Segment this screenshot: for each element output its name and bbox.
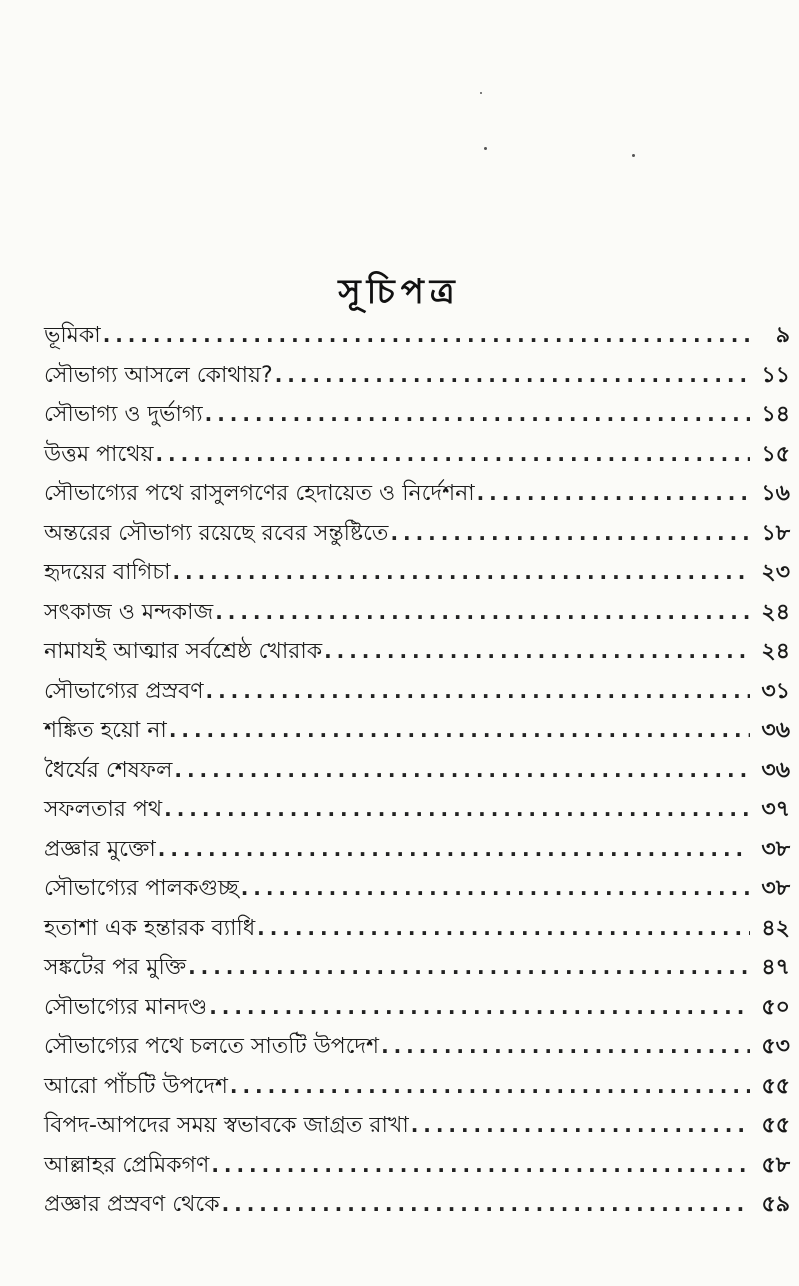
toc-entry[interactable] <box>44 909 790 949</box>
toc-entry[interactable] <box>44 1027 790 1067</box>
toc-entry-title: সঙ্কটের পর মুক্তি <box>44 955 187 980</box>
print-speck <box>480 92 482 94</box>
toc-entry-page-number: ১৬ <box>761 481 790 506</box>
dot-leader <box>209 988 750 1028</box>
toc-entry[interactable] <box>44 593 790 633</box>
toc-entry[interactable] <box>44 553 790 593</box>
toc-entry-title: হৃদয়ের বাগিচা <box>44 560 171 585</box>
dot-leader <box>174 751 750 791</box>
toc-entry-page-number: ৩১ <box>761 678 790 704</box>
toc-entry-title: সৌভাগ্য আসলে কোথায়? <box>44 362 273 388</box>
dot-leader <box>222 1185 750 1225</box>
dot-leader <box>390 514 750 554</box>
toc-entry-title: ধৈর্যের শেষফল <box>44 757 173 783</box>
table-of-contents <box>44 316 790 1225</box>
dot-leader <box>164 790 750 830</box>
toc-entry-page-number: ৫৫ <box>761 1073 790 1099</box>
toc-entry-title: প্রজ্ঞার মুক্তো <box>44 836 156 862</box>
dot-leader <box>169 711 750 751</box>
toc-entry-title: বিপদ-আপদের সময় স্বভাবকে জাগ্রত রাখা <box>44 1113 409 1138</box>
toc-entry[interactable] <box>44 790 790 830</box>
dot-leader <box>381 1027 750 1067</box>
toc-entry-title: ভূমিকা <box>44 323 101 348</box>
toc-entry-title: সৎকাজ ও মন্দকাজ <box>44 599 214 625</box>
toc-entry[interactable] <box>44 435 790 475</box>
dot-leader <box>241 869 750 909</box>
toc-entry-title: সৌভাগ্যের পথে রাসুলগণের হেদায়েত ও নির্দেশনা <box>44 481 475 506</box>
page-title: সূচিপত্র <box>338 271 461 312</box>
toc-entry-title: শঙ্কিত হয়ো না <box>44 718 167 743</box>
dot-leader <box>211 1146 750 1186</box>
toc-entry-page-number: ৩৭ <box>761 797 790 822</box>
toc-entry[interactable] <box>44 474 790 514</box>
dot-leader <box>173 553 751 593</box>
dot-leader <box>206 672 750 712</box>
toc-entry-page-number: ৩৮ <box>761 876 790 901</box>
print-speck <box>632 154 635 157</box>
toc-entry-title: আরো পাঁচটি উপদেশ <box>44 1073 228 1099</box>
toc-entry-page-number: ৫৮ <box>761 1152 790 1178</box>
toc-entry-title: আল্লাহর প্রেমিকগণ <box>44 1152 210 1178</box>
print-speck <box>484 147 487 150</box>
toc-entry-page-number: ১৫ <box>761 441 790 467</box>
toc-entry[interactable] <box>44 632 790 672</box>
toc-entry[interactable] <box>44 672 790 712</box>
dot-leader <box>477 474 750 514</box>
toc-entry[interactable] <box>44 830 790 870</box>
toc-entry-title: সৌভাগ্যের প্রস্রবণ <box>44 678 204 704</box>
dot-leader <box>155 435 750 475</box>
toc-entry-page-number: ৫০ <box>761 994 790 1020</box>
toc-entry[interactable] <box>44 356 790 396</box>
toc-entry[interactable] <box>44 316 790 356</box>
dot-leader <box>230 1067 750 1107</box>
toc-entry-title: সৌভাগ্যের মানদণ্ড <box>44 994 208 1020</box>
toc-entry-title: সফলতার পথ <box>44 797 163 822</box>
dot-leader <box>257 909 750 949</box>
toc-entry-page-number: ৯ <box>775 323 790 348</box>
toc-entry-title: নামাযই আত্মার সর্বশ্রেষ্ঠ খোরাক <box>44 639 323 664</box>
dot-leader <box>275 356 750 396</box>
toc-entry-title: সৌভাগ্যের পালকগুচ্ছ <box>44 876 239 901</box>
toc-entry[interactable] <box>44 948 790 988</box>
toc-entry-page-number: ৫৫ <box>761 1113 790 1138</box>
toc-entry-title: অন্তরের সৌভাগ্য রয়েছে রবের সন্তুষ্টিতে <box>44 520 389 546</box>
toc-entry[interactable] <box>44 395 790 435</box>
dot-leader <box>411 1106 750 1146</box>
toc-entry-page-number: ৪২ <box>761 915 790 941</box>
toc-entry[interactable] <box>44 988 790 1028</box>
toc-entry-page-number: ৩৬ <box>761 718 790 743</box>
toc-entry-title: সৌভাগ্য ও দুর্ভাগ্য <box>44 402 203 427</box>
dot-leader <box>324 632 750 672</box>
toc-entry[interactable] <box>44 1146 790 1186</box>
toc-entry[interactable] <box>44 711 790 751</box>
toc-entry-page-number: ১৮ <box>761 520 790 546</box>
toc-entry-page-number: ২৩ <box>761 560 790 585</box>
toc-entry-page-number: ৪৭ <box>761 955 790 980</box>
toc-entry[interactable] <box>44 751 790 791</box>
dot-leader <box>158 830 750 870</box>
toc-entry-page-number: ২৪ <box>761 599 790 625</box>
toc-entry-page-number: ৫৩ <box>761 1034 790 1059</box>
toc-entry-title: হতাশা এক হন্তারক ব্যাধি <box>44 915 256 941</box>
toc-entry-page-number: ২৪ <box>761 639 790 664</box>
dot-leader <box>103 316 750 356</box>
dot-leader <box>215 593 750 633</box>
toc-entry-title: উত্তম পাথেয় <box>44 441 154 467</box>
toc-entry-page-number: ৫৯ <box>761 1192 790 1217</box>
toc-entry-page-number: ১১ <box>761 362 790 388</box>
toc-entry[interactable] <box>44 869 790 909</box>
dot-leader <box>205 395 750 435</box>
toc-entry-page-number: ৩৬ <box>761 757 790 783</box>
toc-entry-title: প্রজ্ঞার প্রস্রবণ থেকে <box>44 1192 220 1217</box>
toc-entry-page-number: ৩৮ <box>761 836 790 862</box>
dot-leader <box>188 948 750 988</box>
toc-entry[interactable] <box>44 1185 790 1225</box>
toc-entry[interactable] <box>44 1067 790 1107</box>
toc-entry-title: সৌভাগ্যের পথে চলতে সাতটি উপদেশ <box>44 1034 380 1059</box>
toc-entry[interactable] <box>44 514 790 554</box>
toc-entry-page-number: ১৪ <box>761 402 790 427</box>
toc-entry[interactable] <box>44 1106 790 1146</box>
